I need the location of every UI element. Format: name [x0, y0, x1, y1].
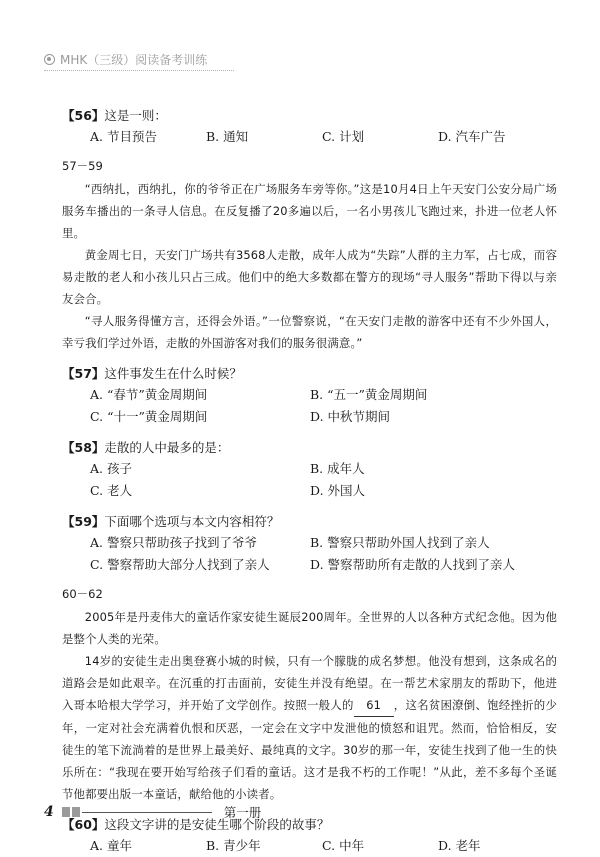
header-title: MHK（三级）阅读备考训练	[60, 53, 208, 67]
volume-label: 第一册	[223, 805, 262, 820]
question-stem: 下面哪个选项与本文内容相符？	[104, 514, 280, 529]
option-c: C. 计划	[322, 129, 365, 144]
option-a: A. 孩子	[90, 461, 132, 476]
paragraph-text: ，这名贫困潦倒、饱经挫折的少年，一定对社会充满着仇恨和厌恶，一定会在文字中发泄他的愤怒和诅咒。然而，恰恰相反，安徒生的笔下流淌着的是世界上最美好、最纯真的文字。30岁的那一年，安徒生找到了他一生的快乐所在：“我现在要开始写给孩子们看的童话。这才是我不朽的工作呢！”从此，差不多每个圣诞节他都要出版一本童话，献给他的小读者。	[62, 698, 557, 801]
answer-blank: 61	[354, 694, 394, 717]
page-footer	[44, 803, 261, 821]
question-number: 【60】	[62, 817, 105, 832]
passage-paragraph: 黄金周七日，天安门广场共有3568人走散，成年人成为“失踪”人群的主力军，占七成，而容易走散的老人和小孩儿只占三成。他们中的绝大多数都在警方的现场“寻人服务”帮助下得以与亲友会合。	[62, 248, 557, 306]
option-b: B. 通知	[206, 129, 249, 144]
footer-rule	[62, 807, 212, 817]
passage-paragraph: 2005年是丹麦伟大的童话作家安徒生诞辰200周年。全世界的人以各种方式纪念他。因为他是整个人类的光荣。	[62, 610, 557, 646]
option-d: D. 老年	[438, 838, 481, 853]
question-stem: 这是一则：	[104, 108, 167, 123]
question-number: 【57】	[62, 366, 105, 381]
option-b: B. 青少年	[206, 838, 261, 853]
page-content	[62, 106, 557, 857]
target-icon	[44, 54, 55, 65]
option-a: A. “春节”黄金周期间	[90, 387, 208, 402]
question-59	[62, 512, 557, 576]
question-number: 【59】	[62, 514, 105, 529]
option-b: B. 成年人	[310, 461, 365, 476]
question-number: 【58】	[62, 440, 105, 455]
option-a: A. 节目预告	[90, 129, 157, 144]
passage-paragraph: “西纳扎，西纳扎，你的爷爷正在广场服务车旁等你。”这是10月4日上午天安门公安分局广场服务车播出的一条寻人信息。在反复播了20多遍以后，一名小男孩儿飞跑过来，扑进一位老人怀里。	[62, 182, 557, 240]
passage-range: 57－59	[62, 159, 103, 173]
header-rule	[44, 70, 234, 71]
option-a: A. 警察只帮助孩子找到了爷爷	[90, 535, 257, 550]
option-d: D. 警察帮助所有走散的人找到了亲人	[310, 557, 516, 572]
option-b: B. “五一”黄金周期间	[310, 387, 428, 402]
question-stem: 走散的人中最多的是：	[104, 440, 230, 455]
question-60	[62, 815, 557, 857]
option-d: D. 外国人	[310, 483, 366, 498]
option-b: B. 警察只帮助外国人找到了亲人	[310, 535, 490, 550]
running-header	[44, 51, 207, 68]
question-number: 【56】	[62, 108, 105, 123]
question-stem: 这段文字讲的是安徒生哪个阶段的故事？	[104, 817, 330, 832]
passage-paragraph	[62, 650, 557, 805]
question-56	[62, 106, 557, 148]
option-d: D. 汽车广告	[438, 129, 506, 144]
option-c: C. 老人	[90, 483, 133, 498]
option-c: C. 中年	[322, 838, 365, 853]
passage-range: 60－62	[62, 587, 103, 601]
option-c: C. “十一”黄金周期间	[90, 409, 208, 424]
passage-paragraph: “寻人服务得懂方言，还得会外语。”一位警察说，“在天安门走散的游客中还有不少外国人，幸亏我们学过外语，走散的外国游客对我们的服务很满意。”	[62, 314, 557, 350]
option-a: A. 童年	[90, 838, 132, 853]
option-d: D. 中秋节期间	[310, 409, 391, 424]
question-58	[62, 438, 557, 502]
question-stem: 这件事发生在什么时候？	[104, 366, 242, 381]
paragraph-text: 14岁的安徒生走出奥登赛小城的时候，只有一个朦胧的成名梦想。他没有想到，这条成名的道路会是如此艰辛。在沉重的打击面前，安徒生并没有绝望。在一帮艺术家朋友的帮助下，他进入哥本哈根大学学习，并开始了文学创作。按照一般人的	[62, 654, 557, 712]
page-number: 4	[44, 804, 54, 820]
question-57	[62, 364, 557, 428]
option-c: C. 警察帮助大部分人找到了亲人	[90, 557, 270, 572]
